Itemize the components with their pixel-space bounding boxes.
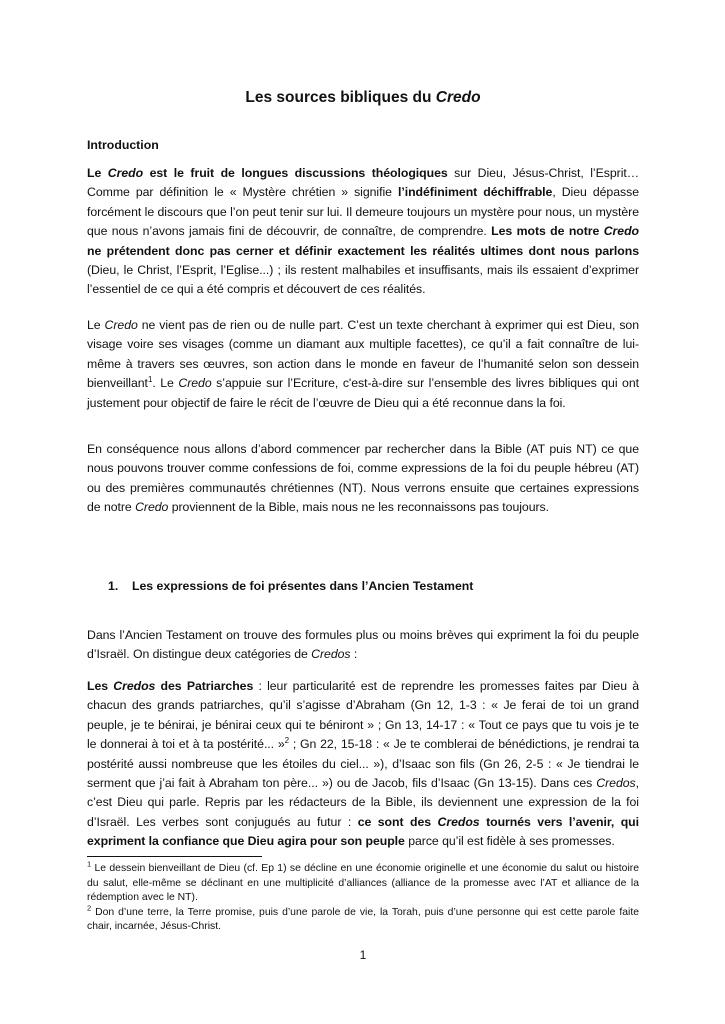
paragraph-section1-intro: Dans l’Ancien Testament on trouve des formules plus ou moins brèves qui expriment la foi du peuple d’Israël. On distingue deux catégories de Credos : <box>87 628 639 662</box>
page-number: 1 <box>359 948 367 962</box>
title-emphasis: Credo <box>435 89 481 106</box>
document-page <box>87 0 639 1024</box>
footnotes <box>87 859 639 935</box>
footnote-ref-1[interactable]: 1 <box>147 375 153 385</box>
paragraph-intro-2: Le Credo ne vient pas de rien ou de nulle part. C’est un texte cherchant à exprimer qui est Dieu, son visage voire ses visages (comme un diamant aux multiple facettes), ce qu’il a fait connaître de lui-même à travers ses œuvres, son action dans le monde en faveur de l’humanité selon son dessein bienveillant$^1$. Le Credo s’appuie sur l’Ecriture, c'est-à-dire sur l’ensemble des livres bibliques qui ont justement pour objectif de faire le récit de l’œuvre de Dieu qui a été reconnue dans la foi. <box>87 318 639 410</box>
section-heading-1: 1. Les expressions de foi présentes dans l’Ancien Testament <box>108 579 474 593</box>
footnote-1: $^1$ Le dessein bienveillant de Dieu (cf. Ep 1) se décline en une économie originelle et une économie du salut ou histoire du salut, elle-même se déclinant en une multiplicité d’alliances (alliance de la promesse avec l’AT et alliance de la rédemption avec le NT). <box>87 859 639 904</box>
footnote-separator <box>87 856 262 857</box>
paragraph-intro-3: En conséquence nous allons d’abord commencer par rechercher dans la Bible (AT puis NT) ce que nous pouvons trouver comme confessions de foi, comme expressions de la foi du peuple hébreu (AT) ou des premières communautés chrétiennes (NT). Nous verrons ensuite que certaines expressions de notre Credo proviennent de la Bible, mais nous ne les reconnaissons pas toujours. <box>87 442 639 515</box>
paragraph-patriarchs: Les Credos des Patriarches : leur particularité est de reprendre les promesses faites par Dieu à chacun des grands patriarches, qu’il s’agisse d’Abraham (Gn 12, 1-3 : « Je ferai de toi un grand peuple, je te bénirai, je bénirai ceux qui te béniront » ; Gn 13, 14-17 : « Tout ce pays que tu vois je te le donnerai à toi et à ta postérité... »$^2$ ; Gn 22, 15-18 : « Je te comblerai de bénédictions, je rendrai ta postérité aussi nombreuse que les étoiles du ciel... »), d’Isaac son fils (Gn 26, 2-5 : « Je tiendrai le serment que j’ai fait à Abraham ton père... ») ou de Jacob, fils d’Isaac (Gn 13-15). Dans ces Credos, c’est Dieu qui parle. Repris par les rédacteurs de la Bible, ils deviennent une expression de la foi d’Israël. Les verbes sont conjugués au futur : ce sont des Credos tournés vers l’avenir, qui expriment la confiance que Dieu agira pour son peuple parce qu’il est fidèle à ses promesses. <box>87 679 640 849</box>
paragraph-intro-1: Le Credo est le fruit de longues discussions théologiques sur Dieu, Jésus-Christ, l’Esprit… Comme par définition le « Mystère chrétien » signifie l’indéfiniment déchiffrable, Dieu dépasse forcément le discours que l’on peut tenir sur lui. Il demeure toujours un mystère pour nous, un mystère que nous n’avons jamais fini de découvrir, de connaître, de comprendre. Les mots de notre Credo ne prétendent donc pas cerner et définir exactement les réalités ultimes dont nous parlons (Dieu, le Christ, l’Esprit, l’Eglise...) ; ils restent malhabiles et insuffisants, mais ils essaient d’exprimer l’essentiel de ce qui a été compris et découvert de ces réalités. <box>87 166 639 297</box>
footnote-2: $^2$ Don d’une terre, la Terre promise, puis d’une parole de vie, la Torah, puis d’une personne qui est cette parole faite chair, incarnée, Jésus-Christ. <box>87 903 639 933</box>
document-title: Les sources bibliques du Credo <box>245 89 481 106</box>
intro-heading: Introduction <box>87 138 159 152</box>
footnote-ref-2[interactable]: 2 <box>284 736 290 746</box>
